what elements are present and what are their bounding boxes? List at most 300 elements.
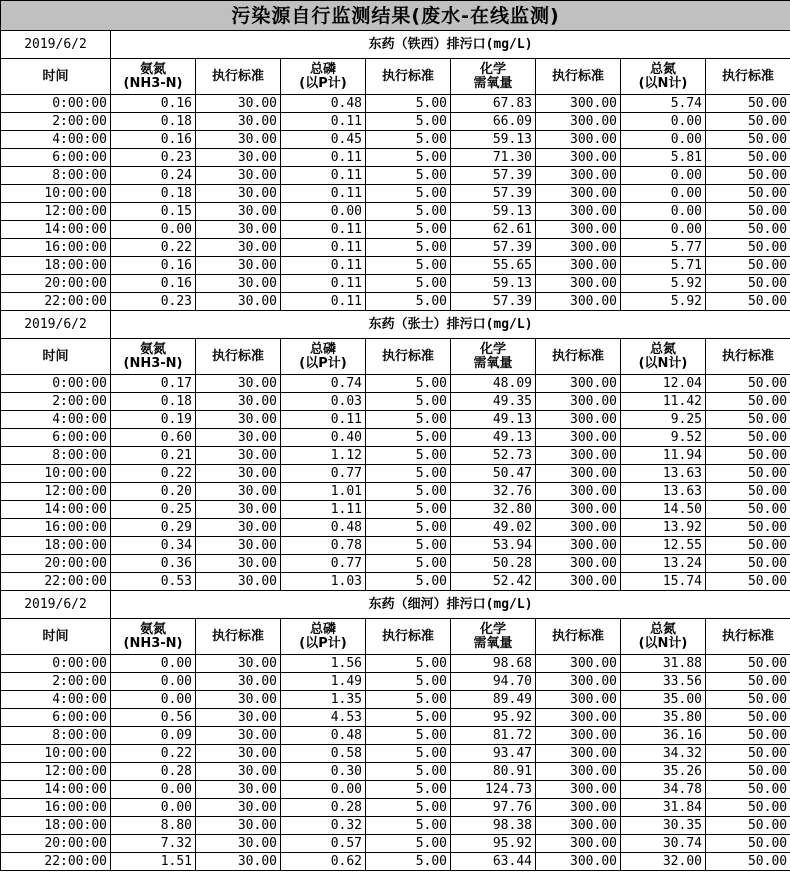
ammonia-cell: 0.18 <box>111 393 196 411</box>
nitrogen-cell: 33.56 <box>621 673 706 691</box>
ammonia-cell: 0.16 <box>111 95 196 113</box>
table-row <box>1 167 790 185</box>
nitrogen-standard-cell: 50.00 <box>706 483 790 501</box>
col-phosphorus-standard-header: 执行标准 <box>366 619 451 655</box>
phosphorus-cell: 1.12 <box>281 447 366 465</box>
nitrogen-standard-cell: 50.00 <box>706 691 790 709</box>
ammonia-standard-cell: 30.00 <box>196 799 281 817</box>
time-cell: 20:00:00 <box>1 555 111 573</box>
nitrogen-cell: 5.77 <box>621 239 706 257</box>
ammonia-standard-cell: 30.00 <box>196 411 281 429</box>
column-header-row <box>1 619 790 655</box>
phosphorus-standard-cell: 5.00 <box>366 835 451 853</box>
nitrogen-standard-cell: 50.00 <box>706 673 790 691</box>
phosphorus-cell: 0.78 <box>281 537 366 555</box>
table-row <box>1 817 790 835</box>
time-cell: 8:00:00 <box>1 167 111 185</box>
phosphorus-standard-cell: 5.00 <box>366 203 451 221</box>
col-nitrogen-header <box>621 59 706 95</box>
ammonia-cell: 0.19 <box>111 411 196 429</box>
cod-cell: 59.13 <box>451 275 536 293</box>
phosphorus-cell: 0.00 <box>281 203 366 221</box>
nitrogen-cell: 0.00 <box>621 203 706 221</box>
nitrogen-cell: 35.80 <box>621 709 706 727</box>
phosphorus-cell: 0.57 <box>281 835 366 853</box>
table-row <box>1 655 790 673</box>
nitrogen-standard-cell: 50.00 <box>706 131 790 149</box>
cod-standard-cell: 300.00 <box>536 817 621 835</box>
table-row <box>1 853 790 871</box>
header-line: 总氮 <box>649 621 676 637</box>
header-line: 化学 <box>479 341 506 357</box>
phosphorus-cell: 0.30 <box>281 763 366 781</box>
cod-standard-cell: 300.00 <box>536 673 621 691</box>
ammonia-cell: 0.22 <box>111 239 196 257</box>
phosphorus-standard-cell: 5.00 <box>366 185 451 203</box>
section-header-row <box>1 31 790 59</box>
nitrogen-standard-cell: 50.00 <box>706 447 790 465</box>
time-cell: 2:00:00 <box>1 393 111 411</box>
header-line: 需氧量 <box>473 75 513 91</box>
ammonia-standard-cell: 30.00 <box>196 203 281 221</box>
time-cell: 18:00:00 <box>1 537 111 555</box>
ammonia-cell: 0.23 <box>111 149 196 167</box>
phosphorus-cell: 0.11 <box>281 113 366 131</box>
table-row <box>1 257 790 275</box>
phosphorus-cell: 4.53 <box>281 709 366 727</box>
ammonia-cell: 0.20 <box>111 483 196 501</box>
time-cell: 2:00:00 <box>1 113 111 131</box>
phosphorus-standard-cell: 5.00 <box>366 537 451 555</box>
nitrogen-standard-cell: 50.00 <box>706 781 790 799</box>
ammonia-standard-cell: 30.00 <box>196 537 281 555</box>
nitrogen-standard-cell: 50.00 <box>706 709 790 727</box>
phosphorus-standard-cell: 5.00 <box>366 167 451 185</box>
phosphorus-cell: 1.49 <box>281 673 366 691</box>
cod-cell: 80.91 <box>451 763 536 781</box>
cod-standard-cell: 300.00 <box>536 429 621 447</box>
table-row <box>1 375 790 393</box>
time-cell: 20:00:00 <box>1 275 111 293</box>
ammonia-cell: 8.80 <box>111 817 196 835</box>
col-time-header: 时间 <box>1 59 111 95</box>
ammonia-standard-cell: 30.00 <box>196 763 281 781</box>
col-ammonia-header <box>111 59 196 95</box>
header-line: (NH3-N) <box>123 355 183 371</box>
cod-cell: 55.65 <box>451 257 536 275</box>
table-row <box>1 501 790 519</box>
section-header-row <box>1 311 790 339</box>
cod-standard-cell: 300.00 <box>536 275 621 293</box>
time-cell: 22:00:00 <box>1 573 111 591</box>
header-line: (NH3-N) <box>123 635 183 651</box>
ammonia-cell: 0.53 <box>111 573 196 591</box>
table-row <box>1 519 790 537</box>
ammonia-standard-cell: 30.00 <box>196 691 281 709</box>
nitrogen-standard-cell: 50.00 <box>706 185 790 203</box>
nitrogen-cell: 34.32 <box>621 745 706 763</box>
nitrogen-cell: 5.81 <box>621 149 706 167</box>
table-row <box>1 411 790 429</box>
phosphorus-cell: 1.56 <box>281 655 366 673</box>
phosphorus-cell: 0.40 <box>281 429 366 447</box>
cod-standard-cell: 300.00 <box>536 709 621 727</box>
time-cell: 0:00:00 <box>1 655 111 673</box>
header-line: 总磷 <box>309 341 336 357</box>
col-cod-header <box>451 619 536 655</box>
nitrogen-standard-cell: 50.00 <box>706 375 790 393</box>
column-header-row <box>1 59 790 95</box>
table-row <box>1 447 790 465</box>
ammonia-cell: 0.09 <box>111 727 196 745</box>
nitrogen-standard-cell: 50.00 <box>706 555 790 573</box>
cod-standard-cell: 300.00 <box>536 447 621 465</box>
cod-standard-cell: 300.00 <box>536 573 621 591</box>
nitrogen-standard-cell: 50.00 <box>706 763 790 781</box>
ammonia-standard-cell: 30.00 <box>196 447 281 465</box>
phosphorus-standard-cell: 5.00 <box>366 221 451 239</box>
cod-cell: 98.38 <box>451 817 536 835</box>
table-row <box>1 429 790 447</box>
ammonia-cell: 0.25 <box>111 501 196 519</box>
nitrogen-cell: 15.74 <box>621 573 706 591</box>
title-row <box>1 1 790 31</box>
table-row <box>1 763 790 781</box>
col-ammonia-header <box>111 339 196 375</box>
time-cell: 16:00:00 <box>1 799 111 817</box>
cod-standard-cell: 300.00 <box>536 411 621 429</box>
header-line: 氨氮 <box>139 621 166 637</box>
header-line: 总磷 <box>309 621 336 637</box>
section-date: 2019/6/2 <box>1 591 111 619</box>
nitrogen-cell: 30.35 <box>621 817 706 835</box>
phosphorus-cell: 0.11 <box>281 293 366 311</box>
phosphorus-standard-cell: 5.00 <box>366 465 451 483</box>
nitrogen-cell: 0.00 <box>621 167 706 185</box>
table-row <box>1 781 790 799</box>
time-cell: 18:00:00 <box>1 817 111 835</box>
col-cod-header <box>451 59 536 95</box>
table-row <box>1 727 790 745</box>
cod-cell: 32.80 <box>451 501 536 519</box>
nitrogen-standard-cell: 50.00 <box>706 727 790 745</box>
time-cell: 22:00:00 <box>1 293 111 311</box>
cod-standard-cell: 300.00 <box>536 393 621 411</box>
ammonia-standard-cell: 30.00 <box>196 239 281 257</box>
phosphorus-standard-cell: 5.00 <box>366 709 451 727</box>
time-cell: 16:00:00 <box>1 519 111 537</box>
phosphorus-cell: 1.11 <box>281 501 366 519</box>
cod-standard-cell: 300.00 <box>536 257 621 275</box>
nitrogen-standard-cell: 50.00 <box>706 745 790 763</box>
phosphorus-cell: 0.48 <box>281 519 366 537</box>
col-time-header: 时间 <box>1 619 111 655</box>
cod-standard-cell: 300.00 <box>536 375 621 393</box>
phosphorus-cell: 0.11 <box>281 149 366 167</box>
header-line: (NH3-N) <box>123 75 183 91</box>
col-ammonia-standard-header: 执行标准 <box>196 619 281 655</box>
header-line: 总磷 <box>309 61 336 77</box>
ammonia-standard-cell: 30.00 <box>196 853 281 871</box>
nitrogen-cell: 5.74 <box>621 95 706 113</box>
nitrogen-cell: 35.00 <box>621 691 706 709</box>
phosphorus-standard-cell: 5.00 <box>366 691 451 709</box>
table-row <box>1 131 790 149</box>
ammonia-cell: 0.16 <box>111 275 196 293</box>
phosphorus-cell: 0.48 <box>281 727 366 745</box>
nitrogen-cell: 32.00 <box>621 853 706 871</box>
cod-cell: 52.42 <box>451 573 536 591</box>
cod-standard-cell: 300.00 <box>536 745 621 763</box>
ammonia-cell: 0.00 <box>111 781 196 799</box>
ammonia-cell: 0.17 <box>111 375 196 393</box>
nitrogen-cell: 30.74 <box>621 835 706 853</box>
phosphorus-cell: 0.48 <box>281 95 366 113</box>
col-ammonia-standard-header: 执行标准 <box>196 59 281 95</box>
section-date: 2019/6/2 <box>1 31 111 59</box>
outlet-name: 东药（张士）排污口(mg/L) <box>111 311 790 339</box>
nitrogen-cell: 5.92 <box>621 275 706 293</box>
ammonia-standard-cell: 30.00 <box>196 483 281 501</box>
ammonia-standard-cell: 30.00 <box>196 293 281 311</box>
nitrogen-cell: 5.92 <box>621 293 706 311</box>
cod-cell: 97.76 <box>451 799 536 817</box>
header-line: 化学 <box>479 621 506 637</box>
cod-standard-cell: 300.00 <box>536 537 621 555</box>
phosphorus-cell: 0.11 <box>281 411 366 429</box>
ammonia-standard-cell: 30.00 <box>196 429 281 447</box>
phosphorus-standard-cell: 5.00 <box>366 501 451 519</box>
phosphorus-standard-cell: 5.00 <box>366 727 451 745</box>
nitrogen-cell: 31.88 <box>621 655 706 673</box>
table-row <box>1 573 790 591</box>
table-row <box>1 537 790 555</box>
phosphorus-cell: 0.11 <box>281 275 366 293</box>
table-row <box>1 239 790 257</box>
cod-cell: 32.76 <box>451 483 536 501</box>
phosphorus-standard-cell: 5.00 <box>366 149 451 167</box>
cod-standard-cell: 300.00 <box>536 149 621 167</box>
ammonia-standard-cell: 30.00 <box>196 673 281 691</box>
nitrogen-standard-cell: 50.00 <box>706 221 790 239</box>
cod-cell: 49.13 <box>451 429 536 447</box>
nitrogen-cell: 13.92 <box>621 519 706 537</box>
nitrogen-standard-cell: 50.00 <box>706 817 790 835</box>
phosphorus-cell: 0.11 <box>281 185 366 203</box>
table-row <box>1 293 790 311</box>
col-ammonia-header <box>111 619 196 655</box>
phosphorus-cell: 0.32 <box>281 817 366 835</box>
cod-standard-cell: 300.00 <box>536 131 621 149</box>
nitrogen-cell: 34.78 <box>621 781 706 799</box>
col-time-header: 时间 <box>1 339 111 375</box>
ammonia-standard-cell: 30.00 <box>196 393 281 411</box>
nitrogen-cell: 0.00 <box>621 113 706 131</box>
nitrogen-standard-cell: 50.00 <box>706 167 790 185</box>
phosphorus-standard-cell: 5.00 <box>366 131 451 149</box>
ammonia-cell: 0.60 <box>111 429 196 447</box>
ammonia-standard-cell: 30.00 <box>196 727 281 745</box>
phosphorus-cell: 0.74 <box>281 375 366 393</box>
time-cell: 6:00:00 <box>1 709 111 727</box>
time-cell: 10:00:00 <box>1 465 111 483</box>
ammonia-cell: 0.18 <box>111 113 196 131</box>
ammonia-cell: 0.18 <box>111 185 196 203</box>
table-row <box>1 203 790 221</box>
phosphorus-cell: 0.77 <box>281 465 366 483</box>
table-row <box>1 799 790 817</box>
nitrogen-cell: 9.52 <box>621 429 706 447</box>
section-header-row <box>1 591 790 619</box>
ammonia-standard-cell: 30.00 <box>196 221 281 239</box>
cod-standard-cell: 300.00 <box>536 239 621 257</box>
table-row <box>1 393 790 411</box>
table-row <box>1 113 790 131</box>
phosphorus-standard-cell: 5.00 <box>366 375 451 393</box>
cod-cell: 49.02 <box>451 519 536 537</box>
phosphorus-standard-cell: 5.00 <box>366 429 451 447</box>
header-line: 氨氮 <box>139 341 166 357</box>
table-row <box>1 835 790 853</box>
nitrogen-cell: 31.84 <box>621 799 706 817</box>
cod-cell: 67.83 <box>451 95 536 113</box>
ammonia-cell: 0.21 <box>111 447 196 465</box>
nitrogen-cell: 12.04 <box>621 375 706 393</box>
ammonia-standard-cell: 30.00 <box>196 745 281 763</box>
cod-cell: 98.68 <box>451 655 536 673</box>
ammonia-cell: 0.29 <box>111 519 196 537</box>
nitrogen-standard-cell: 50.00 <box>706 113 790 131</box>
col-phosphorus-header <box>281 339 366 375</box>
time-cell: 6:00:00 <box>1 429 111 447</box>
ammonia-standard-cell: 30.00 <box>196 709 281 727</box>
time-cell: 12:00:00 <box>1 483 111 501</box>
ammonia-standard-cell: 30.00 <box>196 275 281 293</box>
cod-standard-cell: 300.00 <box>536 293 621 311</box>
ammonia-cell: 0.16 <box>111 257 196 275</box>
nitrogen-standard-cell: 50.00 <box>706 465 790 483</box>
cod-cell: 95.92 <box>451 835 536 853</box>
cod-standard-cell: 300.00 <box>536 113 621 131</box>
cod-standard-cell: 300.00 <box>536 781 621 799</box>
ammonia-cell: 0.24 <box>111 167 196 185</box>
cod-cell: 93.47 <box>451 745 536 763</box>
ammonia-standard-cell: 30.00 <box>196 375 281 393</box>
nitrogen-cell: 13.63 <box>621 483 706 501</box>
phosphorus-standard-cell: 5.00 <box>366 411 451 429</box>
cod-cell: 49.35 <box>451 393 536 411</box>
nitrogen-standard-cell: 50.00 <box>706 537 790 555</box>
phosphorus-cell: 0.11 <box>281 221 366 239</box>
nitrogen-standard-cell: 50.00 <box>706 835 790 853</box>
time-cell: 6:00:00 <box>1 149 111 167</box>
phosphorus-cell: 0.00 <box>281 781 366 799</box>
cod-cell: 49.13 <box>451 411 536 429</box>
ammonia-standard-cell: 30.00 <box>196 519 281 537</box>
time-cell: 16:00:00 <box>1 239 111 257</box>
table-row <box>1 555 790 573</box>
ammonia-cell: 0.15 <box>111 203 196 221</box>
col-cod-standard-header: 执行标准 <box>536 619 621 655</box>
nitrogen-standard-cell: 50.00 <box>706 655 790 673</box>
outlet-name: 东药（细河）排污口(mg/L) <box>111 591 790 619</box>
ammonia-standard-cell: 30.00 <box>196 465 281 483</box>
time-cell: 20:00:00 <box>1 835 111 853</box>
cod-standard-cell: 300.00 <box>536 555 621 573</box>
col-phosphorus-header <box>281 619 366 655</box>
phosphorus-cell: 0.45 <box>281 131 366 149</box>
nitrogen-standard-cell: 50.00 <box>706 239 790 257</box>
cod-standard-cell: 300.00 <box>536 95 621 113</box>
header-line: 总氮 <box>649 61 676 77</box>
nitrogen-cell: 5.71 <box>621 257 706 275</box>
col-nitrogen-header <box>621 619 706 655</box>
table-row <box>1 95 790 113</box>
time-cell: 12:00:00 <box>1 763 111 781</box>
cod-cell: 50.47 <box>451 465 536 483</box>
cod-cell: 57.39 <box>451 293 536 311</box>
nitrogen-cell: 12.55 <box>621 537 706 555</box>
cod-standard-cell: 300.00 <box>536 691 621 709</box>
cod-cell: 95.92 <box>451 709 536 727</box>
phosphorus-standard-cell: 5.00 <box>366 483 451 501</box>
ammonia-standard-cell: 30.00 <box>196 555 281 573</box>
phosphorus-standard-cell: 5.00 <box>366 257 451 275</box>
col-nitrogen-standard-header: 执行标准 <box>706 339 790 375</box>
time-cell: 18:00:00 <box>1 257 111 275</box>
nitrogen-standard-cell: 50.00 <box>706 573 790 591</box>
nitrogen-cell: 0.00 <box>621 185 706 203</box>
phosphorus-standard-cell: 5.00 <box>366 95 451 113</box>
cod-cell: 62.61 <box>451 221 536 239</box>
ammonia-standard-cell: 30.00 <box>196 257 281 275</box>
ammonia-standard-cell: 30.00 <box>196 95 281 113</box>
ammonia-standard-cell: 30.00 <box>196 149 281 167</box>
nitrogen-standard-cell: 50.00 <box>706 853 790 871</box>
time-cell: 14:00:00 <box>1 221 111 239</box>
phosphorus-standard-cell: 5.00 <box>366 447 451 465</box>
ammonia-cell: 1.51 <box>111 853 196 871</box>
col-nitrogen-standard-header: 执行标准 <box>706 619 790 655</box>
ammonia-cell: 0.00 <box>111 799 196 817</box>
table-row <box>1 673 790 691</box>
ammonia-standard-cell: 30.00 <box>196 817 281 835</box>
table-row <box>1 691 790 709</box>
time-cell: 0:00:00 <box>1 375 111 393</box>
ammonia-cell: 0.56 <box>111 709 196 727</box>
time-cell: 12:00:00 <box>1 203 111 221</box>
ammonia-cell: 0.16 <box>111 131 196 149</box>
phosphorus-cell: 0.03 <box>281 393 366 411</box>
cod-standard-cell: 300.00 <box>536 203 621 221</box>
header-line: 化学 <box>479 61 506 77</box>
ammonia-cell: 0.00 <box>111 673 196 691</box>
outlet-name: 东药（铁西）排污口(mg/L) <box>111 31 790 59</box>
ammonia-cell: 0.00 <box>111 221 196 239</box>
phosphorus-cell: 0.28 <box>281 799 366 817</box>
sheet-title: 污染源自行监测结果(废水-在线监测) <box>1 1 790 31</box>
table-row <box>1 709 790 727</box>
header-line: 氨氮 <box>139 61 166 77</box>
time-cell: 10:00:00 <box>1 745 111 763</box>
cod-cell: 71.30 <box>451 149 536 167</box>
header-line: (以P计) <box>299 75 347 91</box>
col-cod-standard-header: 执行标准 <box>536 59 621 95</box>
cod-cell: 57.39 <box>451 167 536 185</box>
phosphorus-standard-cell: 5.00 <box>366 293 451 311</box>
ammonia-standard-cell: 30.00 <box>196 781 281 799</box>
cod-standard-cell: 300.00 <box>536 853 621 871</box>
